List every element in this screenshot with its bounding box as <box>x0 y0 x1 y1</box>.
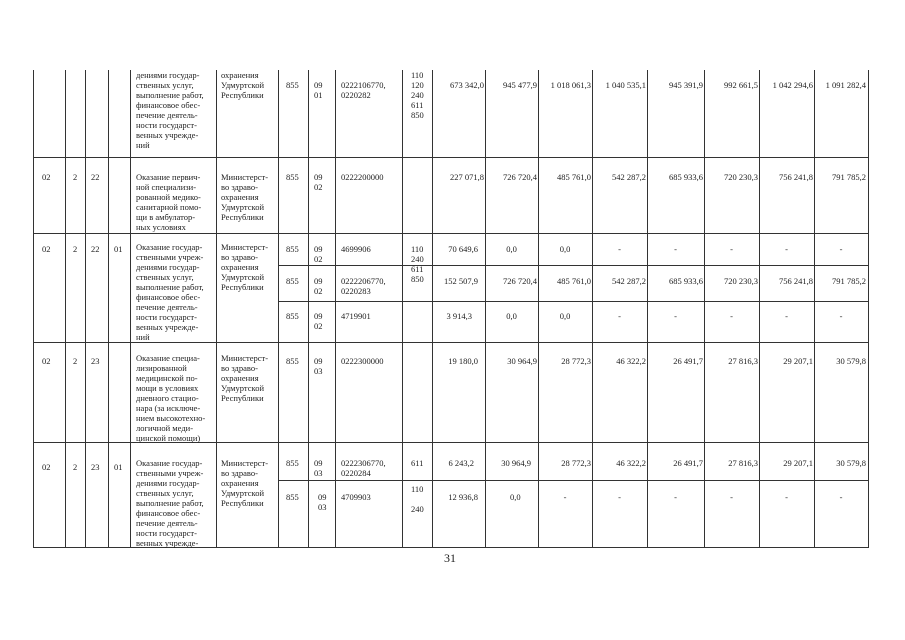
cell-code: 02 <box>42 462 51 472</box>
cell-rzpr: 09 02 <box>314 244 323 264</box>
value-cell: - <box>730 244 733 254</box>
grid-line <box>278 265 869 266</box>
cell-code: 01 <box>114 462 123 472</box>
grid-line <box>868 70 869 548</box>
value-cell: 3 914,3 <box>446 311 472 321</box>
value-cell: 720 230,3 <box>724 276 758 286</box>
grid-line <box>85 70 86 548</box>
grid-line <box>130 70 131 548</box>
grid-line <box>759 70 760 548</box>
value-cell: 26 491,7 <box>673 458 703 468</box>
cell-csr: 4709903 <box>341 492 371 502</box>
grid-line <box>647 70 648 548</box>
value-cell: 0,0 <box>510 492 521 502</box>
value-cell: 685 933,6 <box>669 172 703 182</box>
grid-line <box>278 70 279 548</box>
value-cell: - <box>674 492 677 502</box>
value-cell: 12 936,8 <box>448 492 478 502</box>
value-cell: 29 207,1 <box>783 356 813 366</box>
cell-rzpr: 09 03 <box>314 458 323 478</box>
row-ministry: Министерст- во здраво- охранения Удмуртской Республики <box>221 353 269 403</box>
value-cell: 542 287,2 <box>612 276 646 286</box>
cell-code: 23 <box>91 462 100 472</box>
cell-code: 2 <box>73 244 78 254</box>
grid-line <box>592 70 593 548</box>
cell-vr: 110 120 240 611 850 <box>411 70 424 120</box>
page-number: 31 <box>444 551 456 565</box>
grid-line <box>278 301 869 302</box>
value-cell: 0,0 <box>559 311 571 321</box>
value-cell: - <box>839 492 843 502</box>
value-cell: - <box>618 492 621 502</box>
value-cell: 992 661,5 <box>724 80 758 90</box>
value-cell: 30 964,9 <box>507 356 537 366</box>
value-cell: 485 761,0 <box>557 172 591 182</box>
cell-code: 2 <box>73 356 78 366</box>
grid-line <box>485 70 486 548</box>
grid-line <box>108 70 109 548</box>
value-cell: 1 040 535,1 <box>605 80 646 90</box>
value-cell: 29 207,1 <box>783 458 813 468</box>
value-cell: - <box>785 311 788 321</box>
value-cell: 791 785,2 <box>832 276 866 286</box>
value-cell: 685 933,6 <box>669 276 703 286</box>
row-name: Оказание специа- лизированной медицинской по- мощи в условиях дневного стацио- нара (за исключе- нием высокотехно- логичной меди- цинской помощи) <box>136 353 206 443</box>
value-cell: 756 241,8 <box>779 172 813 182</box>
cell-code: 02 <box>42 356 51 366</box>
cell-rzpr: 09 02 <box>314 172 323 192</box>
grid-line <box>33 70 34 548</box>
value-cell: - <box>785 244 788 254</box>
grid-line <box>538 70 539 548</box>
cell-csr: 0222206770, 0220283 <box>341 276 386 296</box>
cell-rzpr: 09 02 <box>314 311 323 331</box>
value-cell: 726 720,4 <box>503 276 537 286</box>
value-cell: 0,0 <box>506 244 517 254</box>
value-cell: - <box>674 311 677 321</box>
value-cell: 791 785,2 <box>832 172 866 182</box>
cell-rzpr: 09 03 <box>318 492 327 512</box>
value-cell: 945 391,9 <box>669 80 703 90</box>
grid-line <box>402 70 403 548</box>
value-cell: - <box>839 244 843 254</box>
cell-grbs: 855 <box>286 276 299 286</box>
value-cell: 6 243,2 <box>448 458 474 468</box>
grid-line <box>308 70 309 548</box>
value-cell: 945 477,9 <box>503 80 537 90</box>
grid-line <box>704 70 705 548</box>
value-cell: 46 322,2 <box>616 458 646 468</box>
value-cell: - <box>730 492 733 502</box>
value-cell: 0,0 <box>559 244 571 254</box>
value-cell: 1 091 282,4 <box>825 80 866 90</box>
cell-code: 2 <box>73 172 78 182</box>
value-cell: 227 071,8 <box>450 172 484 182</box>
cell-rzpr: 09 03 <box>314 356 323 376</box>
grid-line <box>335 70 336 548</box>
cell-vr: 611 <box>411 458 424 468</box>
value-cell: 720 230,3 <box>724 172 758 182</box>
cell-code: 22 <box>91 244 100 254</box>
cell-csr: 0222200000 <box>341 172 384 182</box>
cell-rzpr: 09 01 <box>314 80 323 100</box>
cell-csr: 4699906 <box>341 244 371 254</box>
value-cell: - <box>563 492 567 502</box>
value-cell: - <box>674 244 677 254</box>
cell-csr: 0222300000 <box>341 356 384 366</box>
value-cell: 28 772,3 <box>561 356 591 366</box>
value-cell: 0,0 <box>506 311 517 321</box>
value-cell: - <box>618 244 621 254</box>
cell-csr: 0222306770, 0220284 <box>341 458 386 478</box>
grid-line <box>33 342 869 343</box>
value-cell: 70 649,6 <box>448 244 478 254</box>
cell-grbs: 855 <box>286 356 299 366</box>
cell-csr: 0222106770, 0220282 <box>341 80 386 100</box>
grid-line <box>33 233 869 234</box>
value-cell: 485 761,0 <box>557 276 591 286</box>
cell-csr: 4719901 <box>341 311 371 321</box>
grid-line <box>278 480 869 481</box>
cell-code: 2 <box>73 462 78 472</box>
grid-line <box>65 70 66 548</box>
value-cell: 28 772,3 <box>561 458 591 468</box>
grid-line <box>432 70 433 548</box>
value-cell: 756 241,8 <box>779 276 813 286</box>
value-cell: 19 180,0 <box>448 356 478 366</box>
cell-code: 22 <box>91 172 100 182</box>
row-ministry: Министерст- во здраво- охранения Удмуртской Республики <box>221 172 269 222</box>
value-cell: 46 322,2 <box>616 356 646 366</box>
cell-grbs: 855 <box>286 80 299 90</box>
value-cell: - <box>785 492 788 502</box>
value-cell: 30 964,9 <box>501 458 531 468</box>
value-cell: 152 507,9 <box>444 276 478 286</box>
value-cell: 726 720,4 <box>503 172 537 182</box>
row-ministry: охранения Удмуртской Республики <box>221 70 265 100</box>
value-cell: - <box>618 311 621 321</box>
cell-rzpr: 09 02 <box>314 276 323 296</box>
cell-code: 23 <box>91 356 100 366</box>
value-cell: 1 042 294,6 <box>772 80 813 90</box>
value-cell: 30 579,8 <box>836 458 866 468</box>
cell-vr: 110 240 <box>411 484 424 514</box>
cell-code: 01 <box>114 244 123 254</box>
value-cell: - <box>839 311 843 321</box>
cell-grbs: 855 <box>286 172 299 182</box>
value-cell: - <box>730 311 733 321</box>
row-ministry: Министерст- во здраво- охранения Удмуртской Республики <box>221 242 269 292</box>
cell-grbs: 855 <box>286 492 299 502</box>
value-cell: 1 018 061,3 <box>550 80 591 90</box>
value-cell: 26 491,7 <box>673 356 703 366</box>
cell-code: 02 <box>42 244 51 254</box>
cell-vr: 110 240 611 850 <box>411 244 424 284</box>
cell-code: 02 <box>42 172 51 182</box>
value-cell: 27 816,3 <box>728 458 758 468</box>
value-cell: 27 816,3 <box>728 356 758 366</box>
value-cell: 542 287,2 <box>612 172 646 182</box>
value-cell: 673 342,0 <box>450 80 484 90</box>
grid-line <box>814 70 815 548</box>
grid-line <box>33 157 869 158</box>
row-name: Оказание государ- ственными учреж- дениями государ- ственных услуг, выполнение работ, финансовое обес- печение деятель- ности государст- венных учрежде- <box>136 458 204 548</box>
row-name: Оказание государ- ственными учреж- дениями государ- ственных услуг, выполнение работ, финансовое обес- печение деятель- ности государст- венных учрежде- ний <box>136 242 204 342</box>
row-ministry: Министерст- во здраво- охранения Удмуртской Республики <box>221 458 269 508</box>
cell-grbs: 855 <box>286 311 299 321</box>
cell-grbs: 855 <box>286 244 299 254</box>
grid-line <box>216 70 217 548</box>
row-name: дениями государ- ственных услуг, выполнение работ, финансовое обес- печение деятель- ности государст- венных учрежде- ний <box>136 70 204 150</box>
row-name: Оказание первич- ной специализи- рованной медико- санитарной помо- щи в амбулатор- ных условиях <box>136 172 202 232</box>
value-cell: 30 579,8 <box>836 356 866 366</box>
cell-grbs: 855 <box>286 458 299 468</box>
